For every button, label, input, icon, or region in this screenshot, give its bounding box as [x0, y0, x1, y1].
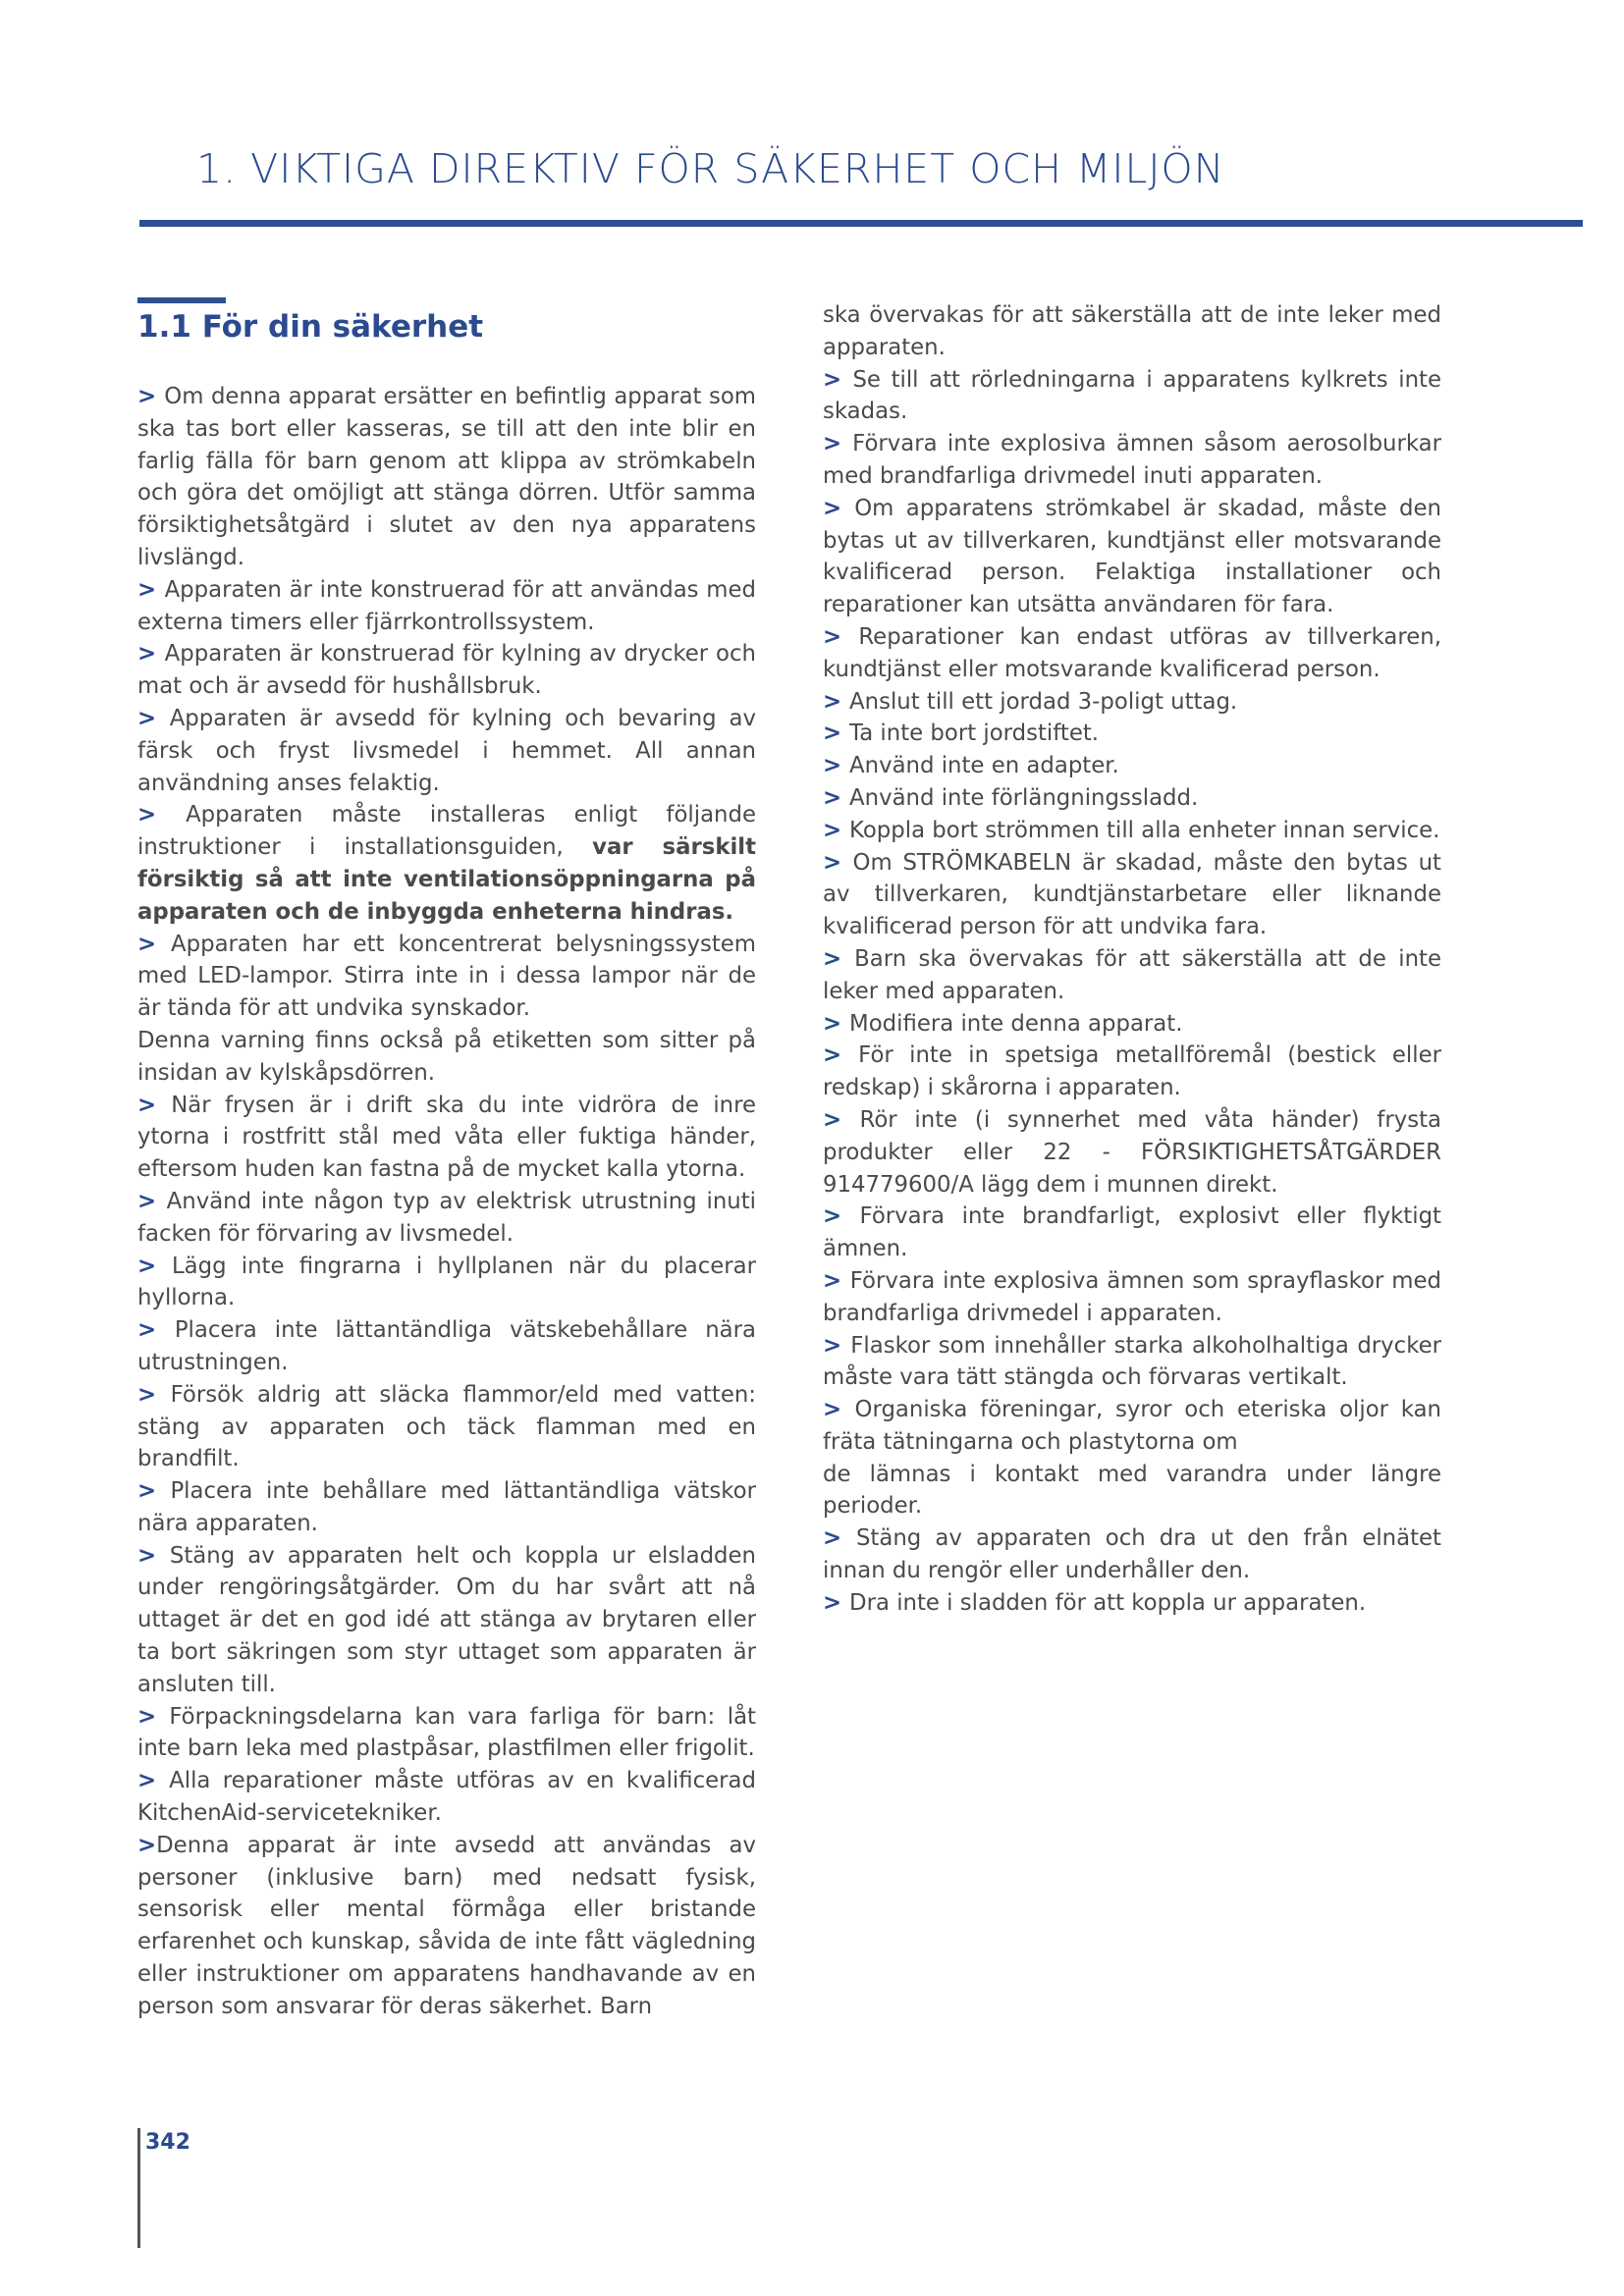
paragraph-text: Förvara inte explosiva ämnen som sprayflaskor med brandfarliga drivmedel i apparaten.: [823, 1267, 1441, 1326]
paragraph: [823, 1040, 1441, 1104]
paragraph: [823, 686, 1441, 719]
section-title: 1.1 För din säkerhet: [137, 309, 484, 345]
bullet-arrow-icon: >: [823, 1203, 860, 1230]
paragraph: [137, 1186, 756, 1251]
paragraph-text: Apparaten måste installeras enligt följande instruktioner i installationsguiden,: [137, 802, 756, 861]
bullet-arrow-icon: >: [137, 576, 165, 603]
paragraph: [823, 1104, 1441, 1201]
paragraph-text: Använd inte en adapter.: [849, 753, 1119, 779]
bullet-arrow-icon: >: [823, 1106, 860, 1133]
paragraph: [137, 1540, 756, 1701]
paragraph-text: Apparaten är avsedd för kylning och bevaring av färsk och fryst livsmedel i hemmet. All annan användning anses felaktig.: [137, 705, 756, 796]
bullet-arrow-icon: >: [137, 641, 165, 667]
paragraph-text: Denna apparat är inte avsedd att användas av personer (inklusive barn) med nedsatt fysisk, sensorisk eller mental förmåga eller bristande erfarenhet och kunskap, såvida de inte fått vägledning eller instruktioner om apparatens handhavande av en person som ansvarar för deras säkerhet. Barn: [137, 1832, 756, 2019]
paragraph: [137, 638, 756, 703]
page-number: 342: [145, 2130, 190, 2155]
bullet-arrow-icon: >: [823, 1267, 850, 1294]
paragraph: [137, 1314, 756, 1379]
paragraph-text: Använd inte förlängningssladd.: [849, 784, 1199, 811]
bullet-arrow-icon: >: [137, 931, 172, 957]
paragraph-text: de lämnas i kontakt med varandra under längre perioder.: [823, 1461, 1441, 1520]
bullet-arrow-icon: >: [137, 1703, 170, 1730]
bullet-arrow-icon: >: [137, 1381, 171, 1408]
paragraph-text: Modifiera inte denna apparat.: [849, 1010, 1183, 1037]
paragraph: [823, 1330, 1441, 1395]
paragraph: [823, 299, 1441, 364]
paragraph-text: Förvara inte explosiva ämnen såsom aerosolburkar med brandfarliga drivmedel inuti apparaten.: [823, 431, 1442, 489]
bullet-arrow-icon: >: [137, 1832, 157, 1858]
paragraph: [823, 718, 1441, 750]
paragraph: [137, 1025, 756, 1090]
bullet-arrow-icon: >: [137, 1092, 172, 1118]
paragraph-text: Ta inte bort jordstiftet.: [849, 721, 1100, 747]
page-number-bar: [137, 2128, 140, 2248]
bullet-arrow-icon: >: [137, 802, 187, 828]
paragraph: [137, 1090, 756, 1186]
left-column: [137, 381, 756, 2023]
bullet-arrow-icon: >: [137, 1478, 171, 1505]
bullet-arrow-icon: >: [823, 753, 850, 779]
paragraph: [137, 1701, 756, 1766]
paragraph: [137, 1830, 756, 2023]
paragraph-text: Om denna apparat ersätter en befintlig apparat som ska tas bort eller kasseras, se till att den inte blir en farlig fälla för barn genom att klippa av strömkabeln och göra det omöjligt att stänga dörren. Utför samma försiktighetsåtgärd i slutet av den nya apparatens livslängd.: [137, 384, 757, 570]
paragraph-text: Lägg inte fingrarna i hyllplanen när du placerar hyllorna.: [137, 1253, 756, 1311]
paragraph-text: Stäng av apparaten och dra ut den från elnätet innan du rengör eller underhåller den.: [823, 1525, 1441, 1584]
paragraph-text: Koppla bort strömmen till alla enheter innan service.: [849, 817, 1440, 843]
paragraph: [823, 1201, 1441, 1265]
paragraph-text: Se till att rörledningarna i apparatens kylkrets inte skadas.: [823, 366, 1441, 425]
paragraph-text: ska övervakas för att säkerställa att de inte leker med apparaten.: [823, 302, 1441, 360]
paragraph-text: Använd inte någon typ av elektrisk utrustning inuti facken för förvaring av livsmedel.: [137, 1188, 756, 1247]
paragraph-text: Apparaten har ett koncentrerat belysningssystem med LED-lampor. Stirra inte in i dessa lampor när de är tända för att undvika synskador.: [137, 931, 756, 1022]
paragraph: [137, 1765, 756, 1830]
paragraph: [823, 364, 1441, 429]
paragraph-text: Förvara inte brandfarligt, explosivt eller flyktigt ämnen.: [823, 1203, 1441, 1262]
paragraph-text: Apparaten är inte konstruerad för att användas med externa timers eller fjärrkontrollssystem.: [137, 576, 757, 635]
bullet-arrow-icon: >: [137, 705, 170, 731]
paragraph-bold-text: var särskilt försiktig så att inte ventilationsöppningarna på apparaten och de inbyggda enheterna hindras.: [137, 834, 757, 925]
paragraph: [137, 1251, 756, 1315]
bullet-arrow-icon: >: [823, 495, 855, 521]
paragraph-text: Anslut till ett jordad 3-poligt uttag.: [849, 688, 1238, 715]
bullet-arrow-icon: >: [823, 1589, 850, 1616]
paragraph: [823, 1587, 1441, 1620]
paragraph: [823, 750, 1441, 782]
paragraph-text: Placera inte behållare med lättantändliga vätskor nära apparaten.: [137, 1478, 756, 1536]
paragraph-text: Rör inte (i synnerhet med våta händer) frysta produkter eller 22 - FÖRSIKTIGHETSÅTGÄRDER 914779600/A lägg dem i munnen direkt.: [823, 1106, 1441, 1198]
bullet-arrow-icon: >: [823, 721, 850, 747]
bullet-arrow-icon: >: [137, 384, 165, 409]
paragraph-text: När frysen är i drift ska du inte vidröra de inre ytorna i rostfritt stål med våta eller fuktiga händer, eftersom huden kan fastna på de mycket kalla ytorna.: [137, 1092, 756, 1183]
bullet-arrow-icon: >: [823, 366, 853, 393]
paragraph: [137, 1379, 756, 1475]
paragraph: [823, 493, 1441, 621]
paragraph: [823, 782, 1441, 815]
paragraph: [137, 574, 756, 639]
paragraph: [823, 621, 1441, 686]
bullet-arrow-icon: >: [823, 1332, 851, 1359]
paragraph-text: Apparaten är konstruerad för kylning av drycker och mat och är avsedd för hushållsbruk.: [137, 641, 756, 700]
paragraph-text: Placera inte lättantändliga vätskebehållare nära utrustningen.: [137, 1317, 756, 1375]
paragraph: [823, 1522, 1441, 1587]
paragraph-text: Försök aldrig att släcka flammor/eld med vatten: stäng av apparaten och täck flamman med en brandfilt.: [137, 1381, 756, 1472]
bullet-arrow-icon: >: [823, 431, 853, 457]
bullet-arrow-icon: >: [137, 1317, 175, 1344]
paragraph: [137, 381, 756, 574]
paragraph: [137, 703, 756, 799]
paragraph: [137, 799, 756, 928]
paragraph-text: Alla reparationer måste utföras av en kvalificerad KitchenAid-servicetekniker.: [137, 1768, 756, 1827]
paragraph-text: Om STRÖMKABELN är skadad, måste den bytas ut av tillverkaren, kundtjänstarbetare eller liknande kvalificerad person för att undvika fara.: [823, 849, 1441, 940]
paragraph-text: Stäng av apparaten helt och koppla ur elsladden under rengöringsåtgärder. Om du har svårt att nå uttaget är det en god idé att stänga av brytaren eller ta bort säkringen som styr uttaget som apparaten är ansluten till.: [137, 1542, 756, 1697]
paragraph: [823, 943, 1441, 1008]
paragraph: [823, 1265, 1441, 1330]
paragraph-text: Flaskor som innehåller starka alkoholhaltiga drycker måste vara tätt stängda och förvaras vertikalt.: [823, 1332, 1441, 1391]
bullet-arrow-icon: >: [137, 1542, 170, 1569]
paragraph: [823, 1459, 1441, 1523]
bullet-arrow-icon: >: [823, 1397, 855, 1423]
paragraph-text: Dra inte i sladden för att koppla ur apparaten.: [849, 1589, 1367, 1616]
bullet-arrow-icon: >: [137, 1768, 170, 1794]
bullet-arrow-icon: >: [823, 1042, 859, 1069]
paragraph-text: Om apparatens strömkabel är skadad, måste den bytas ut av tillverkaren, kundtjänst eller motsvarande kvalificerad person. Felaktiga installationer och reparationer kan utsätta användaren för fara.: [823, 495, 1441, 618]
paragraph: [823, 1394, 1441, 1459]
paragraph-text: Förpackningsdelarna kan vara farliga för barn: låt inte barn leka med plastpåsar, plastfilmen eller frigolit.: [137, 1703, 756, 1762]
right-column: [823, 299, 1441, 1620]
bullet-arrow-icon: >: [823, 817, 850, 843]
paragraph-text: Denna varning finns också på etiketten som sitter på insidan av kylskåpsdörren.: [137, 1027, 756, 1086]
bullet-arrow-icon: >: [823, 849, 853, 876]
paragraph-text: Reparationer kan endast utföras av tillverkaren, kundtjänst eller motsvarande kvalificerad person.: [823, 623, 1441, 682]
paragraph: [823, 815, 1441, 847]
paragraph-text: Organiska föreningar, syror och eteriska oljor kan fräta tätningarna och plastytorna om: [823, 1397, 1441, 1455]
bullet-arrow-icon: >: [823, 1010, 850, 1037]
paragraph: [137, 1475, 756, 1540]
bullet-arrow-icon: >: [823, 784, 850, 811]
bullet-arrow-icon: >: [823, 688, 850, 715]
bullet-arrow-icon: >: [823, 623, 859, 650]
paragraph: [137, 929, 756, 1025]
paragraph: [823, 428, 1441, 493]
bullet-arrow-icon: >: [823, 945, 855, 972]
bullet-arrow-icon: >: [137, 1188, 167, 1214]
bullet-arrow-icon: >: [137, 1253, 172, 1279]
paragraph-text: Barn ska övervakas för att säkerställa att de inte leker med apparaten.: [823, 945, 1441, 1004]
title-rule: [139, 220, 1583, 227]
paragraph: [823, 1008, 1441, 1041]
section-tab-bar: [137, 297, 226, 303]
bullet-arrow-icon: >: [823, 1525, 856, 1552]
paragraph: [823, 847, 1441, 943]
chapter-title: 1. VIKTIGA DIREKTIV FÖR SÄKERHET OCH MILJÖN: [196, 145, 1225, 192]
paragraph-text: För inte in spetsiga metallföremål (bestick eller redskap) i skårorna i apparaten.: [823, 1042, 1441, 1101]
